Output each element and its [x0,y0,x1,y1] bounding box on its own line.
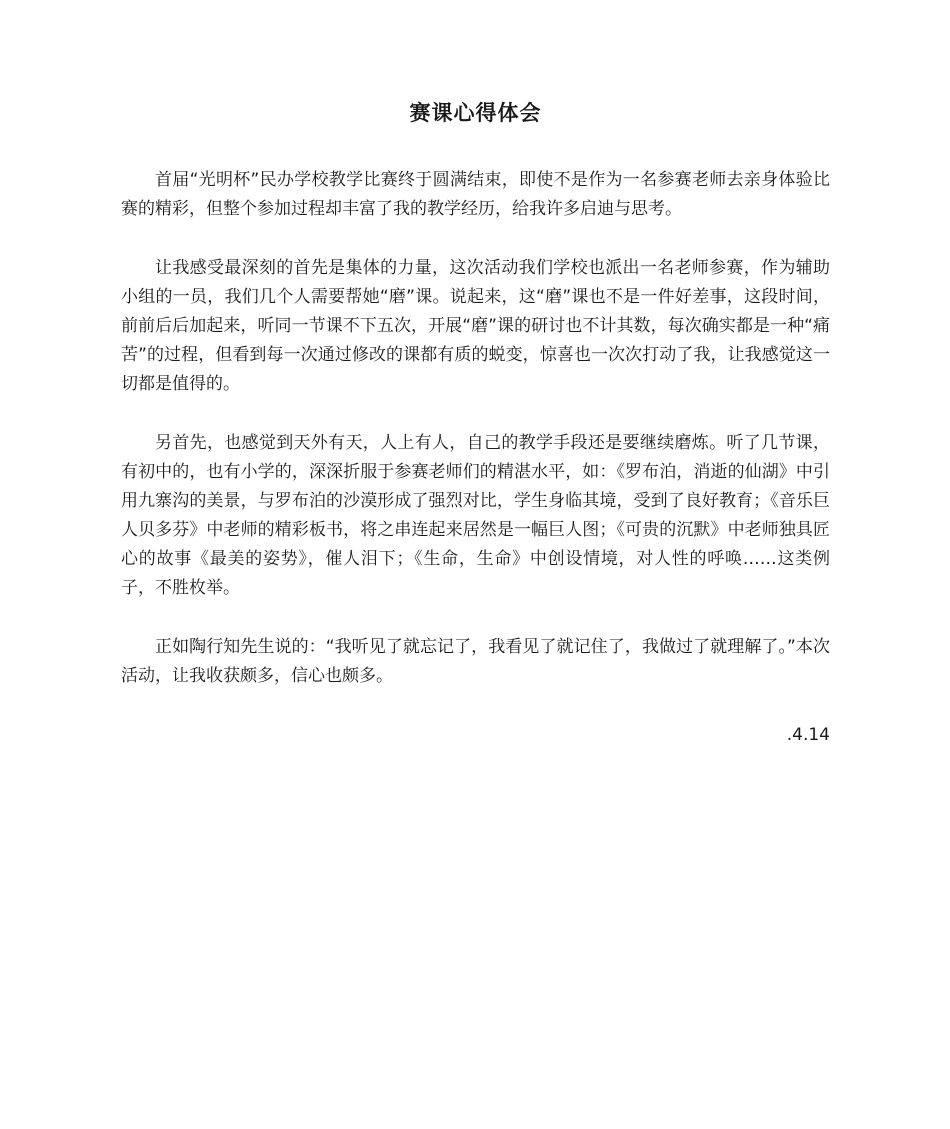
paragraph-1: 首届“光明杯”民办学校教学比赛终于圆满结束，即使不是作为一名参赛老师去亲身体验比赛的精彩，但整个参加过程却丰富了我的教学经历，给我许多启迪与思考。 [121,170,830,219]
document-title: 赛课心得体会 [409,101,542,125]
document-date: .4.14 [786,725,830,745]
paragraph-4: 正如陶行知先生说的：“我听见了就忘记了，我看见了就记住了，我做过了就理解了。”本次活动，让我收获颇多，信心也颇多。 [121,637,830,686]
paragraph-2: 让我感受最深刻的首先是集体的力量，这次活动我们学校也派出一名老师参赛，作为辅助小组的一员，我们几个人需要帮她“磨”课。说起来，这“磨”课也不是一件好差事，这段时间，前前后后加起来，听同一节课不下五次，开展“磨”课的研讨也不计其数，每次确实都是一种“痛苦”的过程，但看到每一次通过修改的课都有质的蜕变，惊喜也一次次打动了我，让我感觉这一切都是值得的。 [121,258,830,394]
document-page [121,96,830,750]
paragraph-3: 另首先，也感觉到天外有天，人上有人，自己的教学手段还是要继续磨炼。听了几节课，有初中的，也有小学的，深深折服于参赛老师们的精湛水平，如：《罗布泊，消逝的仙湖》中引用九寨沟的美景，与罗布泊的沙漠形成了强烈对比，学生身临其境，受到了良好教育；《音乐巨人贝多芬》中老师的精彩板书，将之串连起来居然是一幅巨人图；《可贵的沉默》中老师独具匠心的故事《最美的姿势》，催人泪下；《生命，生命》中创设情境，对人性的呼唤……这类例子，不胜枚举。 [121,433,830,598]
